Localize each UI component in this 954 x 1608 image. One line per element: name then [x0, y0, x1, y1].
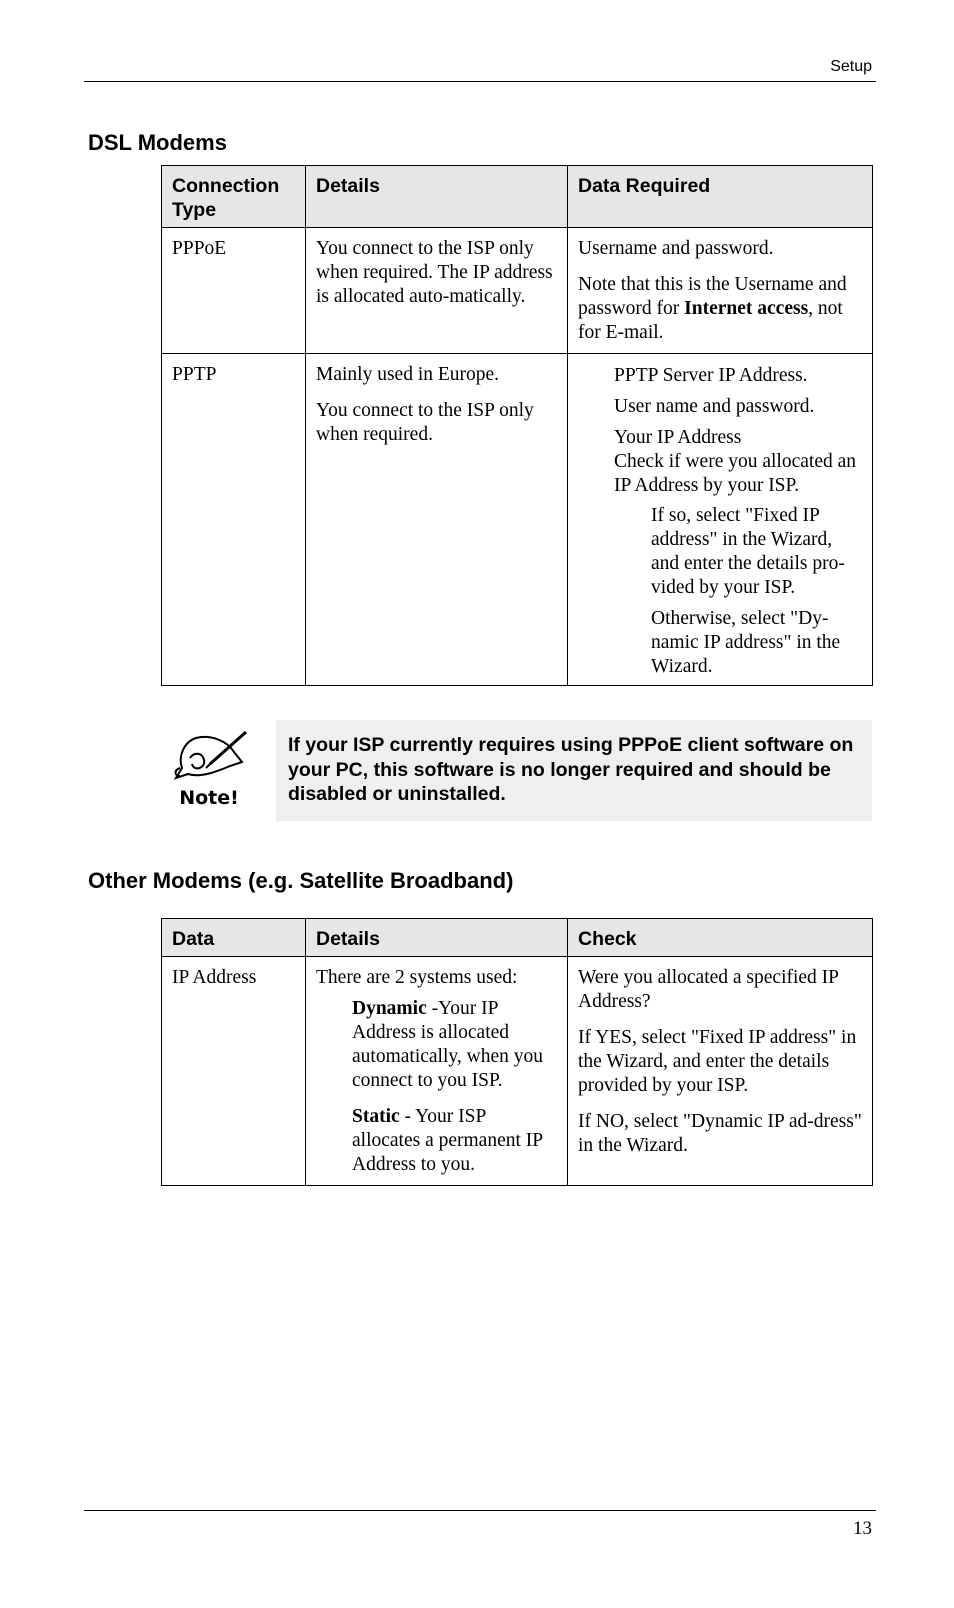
data-required-item: Your IP Address Check if were you allocated an IP Address by your ISP. — [614, 427, 857, 496]
data-cell: IP Address — [162, 957, 306, 1186]
column-header: Details — [306, 166, 568, 228]
table-header-row — [162, 166, 873, 228]
page-number: 13 — [853, 1518, 872, 1539]
column-header: Connection Type — [162, 166, 306, 228]
table-row — [162, 228, 873, 354]
other-modems-heading: Other Modems (e.g. Satellite Broadband) — [88, 868, 514, 893]
running-header: Setup — [830, 58, 872, 75]
column-header: Details — [306, 919, 568, 957]
note-label: Note! — [179, 787, 239, 808]
check-text: If NO, select "Dynamic IP ad-dress" in the Wizard. — [578, 1111, 862, 1156]
data-required-text: Username and password. — [578, 238, 774, 259]
data-required-note: Note that this is the Username and password for Internet access, not for E-mail. — [578, 274, 847, 343]
data-required-subitem: If so, select "Fixed IP address" in the Wizard, and enter the details pro-vided by your ISP. — [651, 505, 845, 598]
table-row — [162, 354, 873, 686]
details-text: There are 2 systems used: — [316, 967, 518, 988]
data-required-item: PPTP Server IP Address. — [614, 365, 808, 386]
emphasis-text: Internet access — [684, 298, 809, 319]
other-modems-table — [161, 918, 873, 1186]
details-text: You connect to the ISP only when required. The IP address is allocated auto-matically. — [316, 238, 553, 307]
details-cell — [306, 957, 568, 1186]
note-text: If your ISP currently requires using PPPoE client software on your PC, this software is no longer required and should be disabled or uninstalled. — [288, 734, 854, 805]
data-required-item: User name and password. — [614, 396, 815, 417]
details-text: Mainly used in Europe. — [316, 364, 500, 385]
details-cell — [306, 354, 568, 686]
emphasis-text: Static — [352, 1106, 400, 1127]
check-text: Were you allocated a specified IP Address? — [578, 967, 839, 1012]
details-text: Static - Your ISP allocates a permanent IP Address to you. — [352, 1106, 543, 1175]
check-cell — [568, 957, 873, 1186]
column-header: Data — [162, 919, 306, 957]
column-header: Check — [568, 919, 873, 957]
check-text: If YES, select "Fixed IP address" in the Wizard, and enter the details provided by your ISP. — [578, 1027, 857, 1096]
data-required-cell — [568, 228, 873, 354]
dsl-modems-table — [161, 165, 873, 686]
emphasis-text: Dynamic — [352, 998, 427, 1019]
note-pen-icon — [170, 730, 248, 808]
connection-type-cell: PPTP — [162, 354, 306, 686]
note-box — [276, 720, 872, 821]
column-header: Data Required — [568, 166, 873, 228]
details-text: Dynamic -Your IP Address is allocated automatically, when you connect to you ISP. — [352, 998, 543, 1091]
data-required-subitem: Otherwise, select "Dy-namic IP address" in the Wizard. — [651, 608, 841, 677]
connection-type-cell: PPPoE — [162, 228, 306, 354]
header-rule — [84, 81, 876, 82]
table-row — [162, 957, 873, 1186]
details-cell — [306, 228, 568, 354]
footer-rule — [84, 1510, 876, 1511]
table-header-row — [162, 919, 873, 957]
dsl-modems-heading: DSL Modems — [88, 130, 227, 155]
details-text: You connect to the ISP only when required. — [316, 400, 534, 445]
data-required-cell — [568, 354, 873, 686]
